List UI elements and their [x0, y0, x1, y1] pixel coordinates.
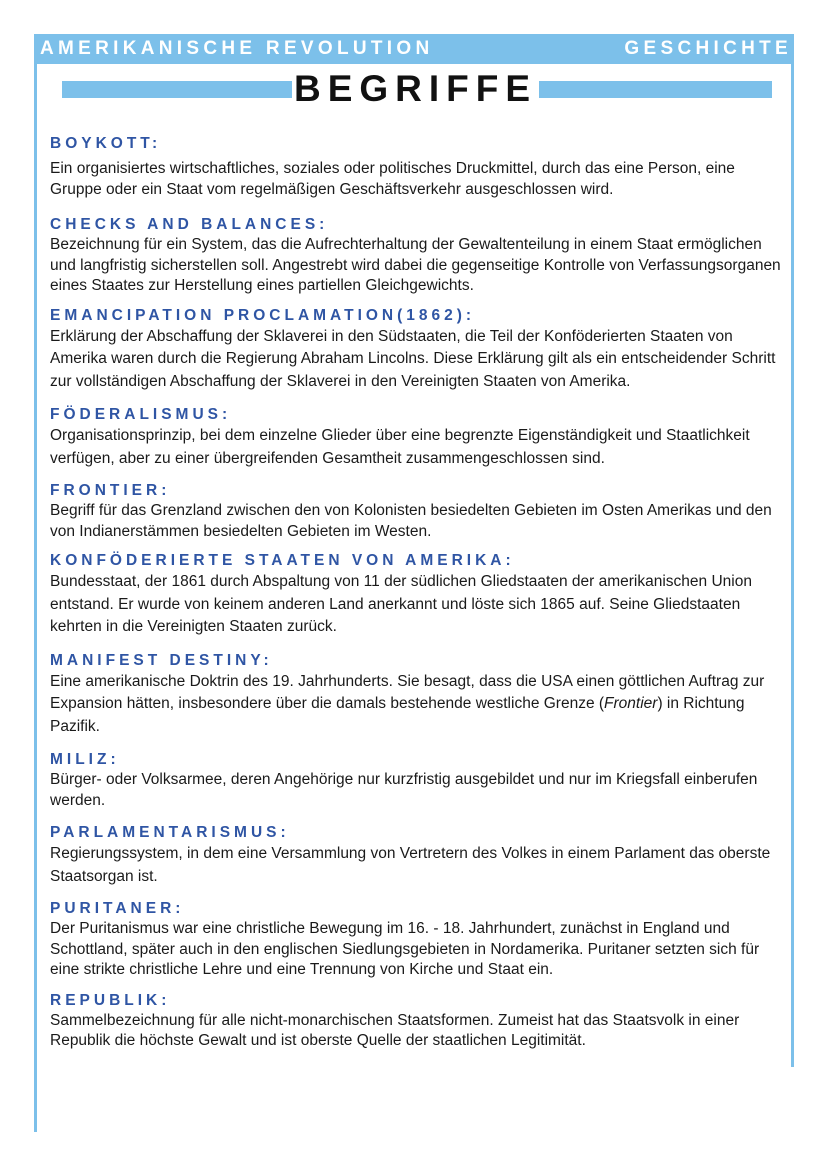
- entry-term: PARLAMENTARISMUS:: [50, 824, 290, 841]
- entry-definition: Organisationsprinzip, bei dem einzelne Glieder über eine begrenzte Eigenständigkeit und Staatlichkeit verfügen, aber zu einer übergreifenden Gesamtheit zusammengeschlossen sind.: [50, 427, 750, 467]
- header-bar: [34, 34, 794, 64]
- entry-definition: Bürger- oder Volksarmee, deren Angehörige nur kurzfristig ausgebildet und nur im Kriegsfall einberufen werden.: [50, 771, 758, 809]
- right-border-line: [791, 62, 794, 1067]
- page-title: BEGRIFFE: [293, 68, 538, 109]
- entry-definition: Bezeichnung für ein System, das die Aufrechterhaltung der Gewaltenteilung in einem Staat ermöglichen und langfristig sicherstellen soll. Angestrebt wird dabei die gegenseitige Kontrolle von Verfassungsorganen eines Staates zur Herstellung eines partiellen Gleichgewichts.: [50, 236, 781, 294]
- entry-definition: Regierungssystem, in dem eine Versammlung von Vertretern des Volkes in einem Parlament das oberste Staatsorgan ist.: [50, 845, 771, 885]
- entry-term: CHECKS AND BALANCES:: [50, 216, 329, 233]
- entry-definition: Erklärung der Abschaffung der Sklaverei in den Südstaaten, die Teil der Konföderierten Staaten von Amerika waren durch die Regierung Abraham Lincolns. Diese Erklärung gilt als ein entscheidender Schritt zur vollständigen Abschaffung der Sklaverei in den Vereinigten Staaten von Amerika.: [50, 327, 776, 390]
- entry-term: BOYKOTT:: [50, 135, 162, 152]
- entry-definition: Begriff für das Grenzland zwischen den von Kolonisten besiedelten Gebieten im Osten Amerikas und den von Indianerstämmen besiedelten Gebieten im Westen.: [50, 502, 772, 540]
- entry-term: EMANCIPATION PROCLAMATION(1862):: [50, 306, 476, 324]
- glossary-entry-foederalismus: [50, 405, 785, 470]
- glossary-entry-miliz: [50, 750, 785, 811]
- entry-term: FRONTIER:: [50, 482, 171, 499]
- entry-term: MANIFEST DESTINY:: [50, 651, 273, 669]
- entry-definition: [50, 671, 785, 739]
- category-label: GESCHICHTE: [624, 38, 792, 59]
- definition-text: ) in Richtung Pazifik.: [50, 695, 745, 735]
- entry-definition: Der Puritanismus war eine christliche Bewegung im 16. - 18. Jahrhundert, zunächst in England und Schottland, später auch in den englischen Siedlungsgebieten in Nordamerika. Puritaner setzten sich für eine strikte christliche Lehre und eine Trennung von Kirche und Staat ein.: [50, 920, 760, 978]
- glossary-entry-republik: [50, 991, 785, 1052]
- left-border-line: [34, 62, 37, 1132]
- entry-definition: Sammelbezeichnung für alle nicht-monarchischen Staatsformen. Zumeist hat das Staatsvolk in einer Republik die höchste Gewalt und ist oberste Quelle der staatlichen Legitimität.: [50, 1011, 740, 1049]
- glossary-entry-emancipation-proclamation: [50, 306, 785, 394]
- title-bar-left: [62, 81, 292, 98]
- entry-definition: Ein organisiertes wirtschaftliches, soziales oder politisches Druckmittel, durch das eine Person, eine Gruppe oder ein Staat vom regelmäßigen Geschäftsverkehr ausgeschlossen wird.: [50, 160, 735, 198]
- glossary-entry-parlamentarismus: [50, 823, 785, 888]
- glossary-entry-puritaner: [50, 899, 785, 981]
- entry-term: FÖDERALISMUS:: [50, 406, 232, 423]
- title-bar-right: [539, 81, 772, 98]
- glossary-list: [50, 134, 785, 1052]
- entry-term: MILIZ:: [50, 751, 120, 768]
- definition-italic: Frontier: [604, 695, 658, 712]
- subject-label: AMERIKANISCHE REVOLUTION: [40, 38, 434, 59]
- entry-term: PURITANER:: [50, 900, 185, 917]
- glossary-entry-frontier: [50, 481, 785, 542]
- definition-text: Eine amerikanische Doktrin des 19. Jahrhunderts. Sie besagt, dass die USA einen göttlichen Auftrag zur Expansion hätten, insbesondere über die damals bestehende westliche Grenze (: [50, 672, 765, 712]
- entry-definition: Bundesstaat, der 1861 durch Abspaltung von 11 der südlichen Gliedstaaten der amerikanischen Union entstand. Er wurde von keinem anderen Land anerkannt und löste sich 1865 auf. Seine Gliedstaaten kehrten in die Vereinigten Staaten zurück.: [50, 573, 752, 635]
- entry-term: REPUBLIK:: [50, 991, 171, 1009]
- glossary-entry-manifest-destiny: [50, 651, 785, 739]
- glossary-entry-konfoederierte-staaten: [50, 551, 785, 639]
- entry-term: KONFÖDERIERTE STAATEN VON AMERIKA:: [50, 552, 515, 569]
- glossary-entry-boykott: [50, 134, 785, 200]
- glossary-entry-checks-and-balances: [50, 215, 785, 297]
